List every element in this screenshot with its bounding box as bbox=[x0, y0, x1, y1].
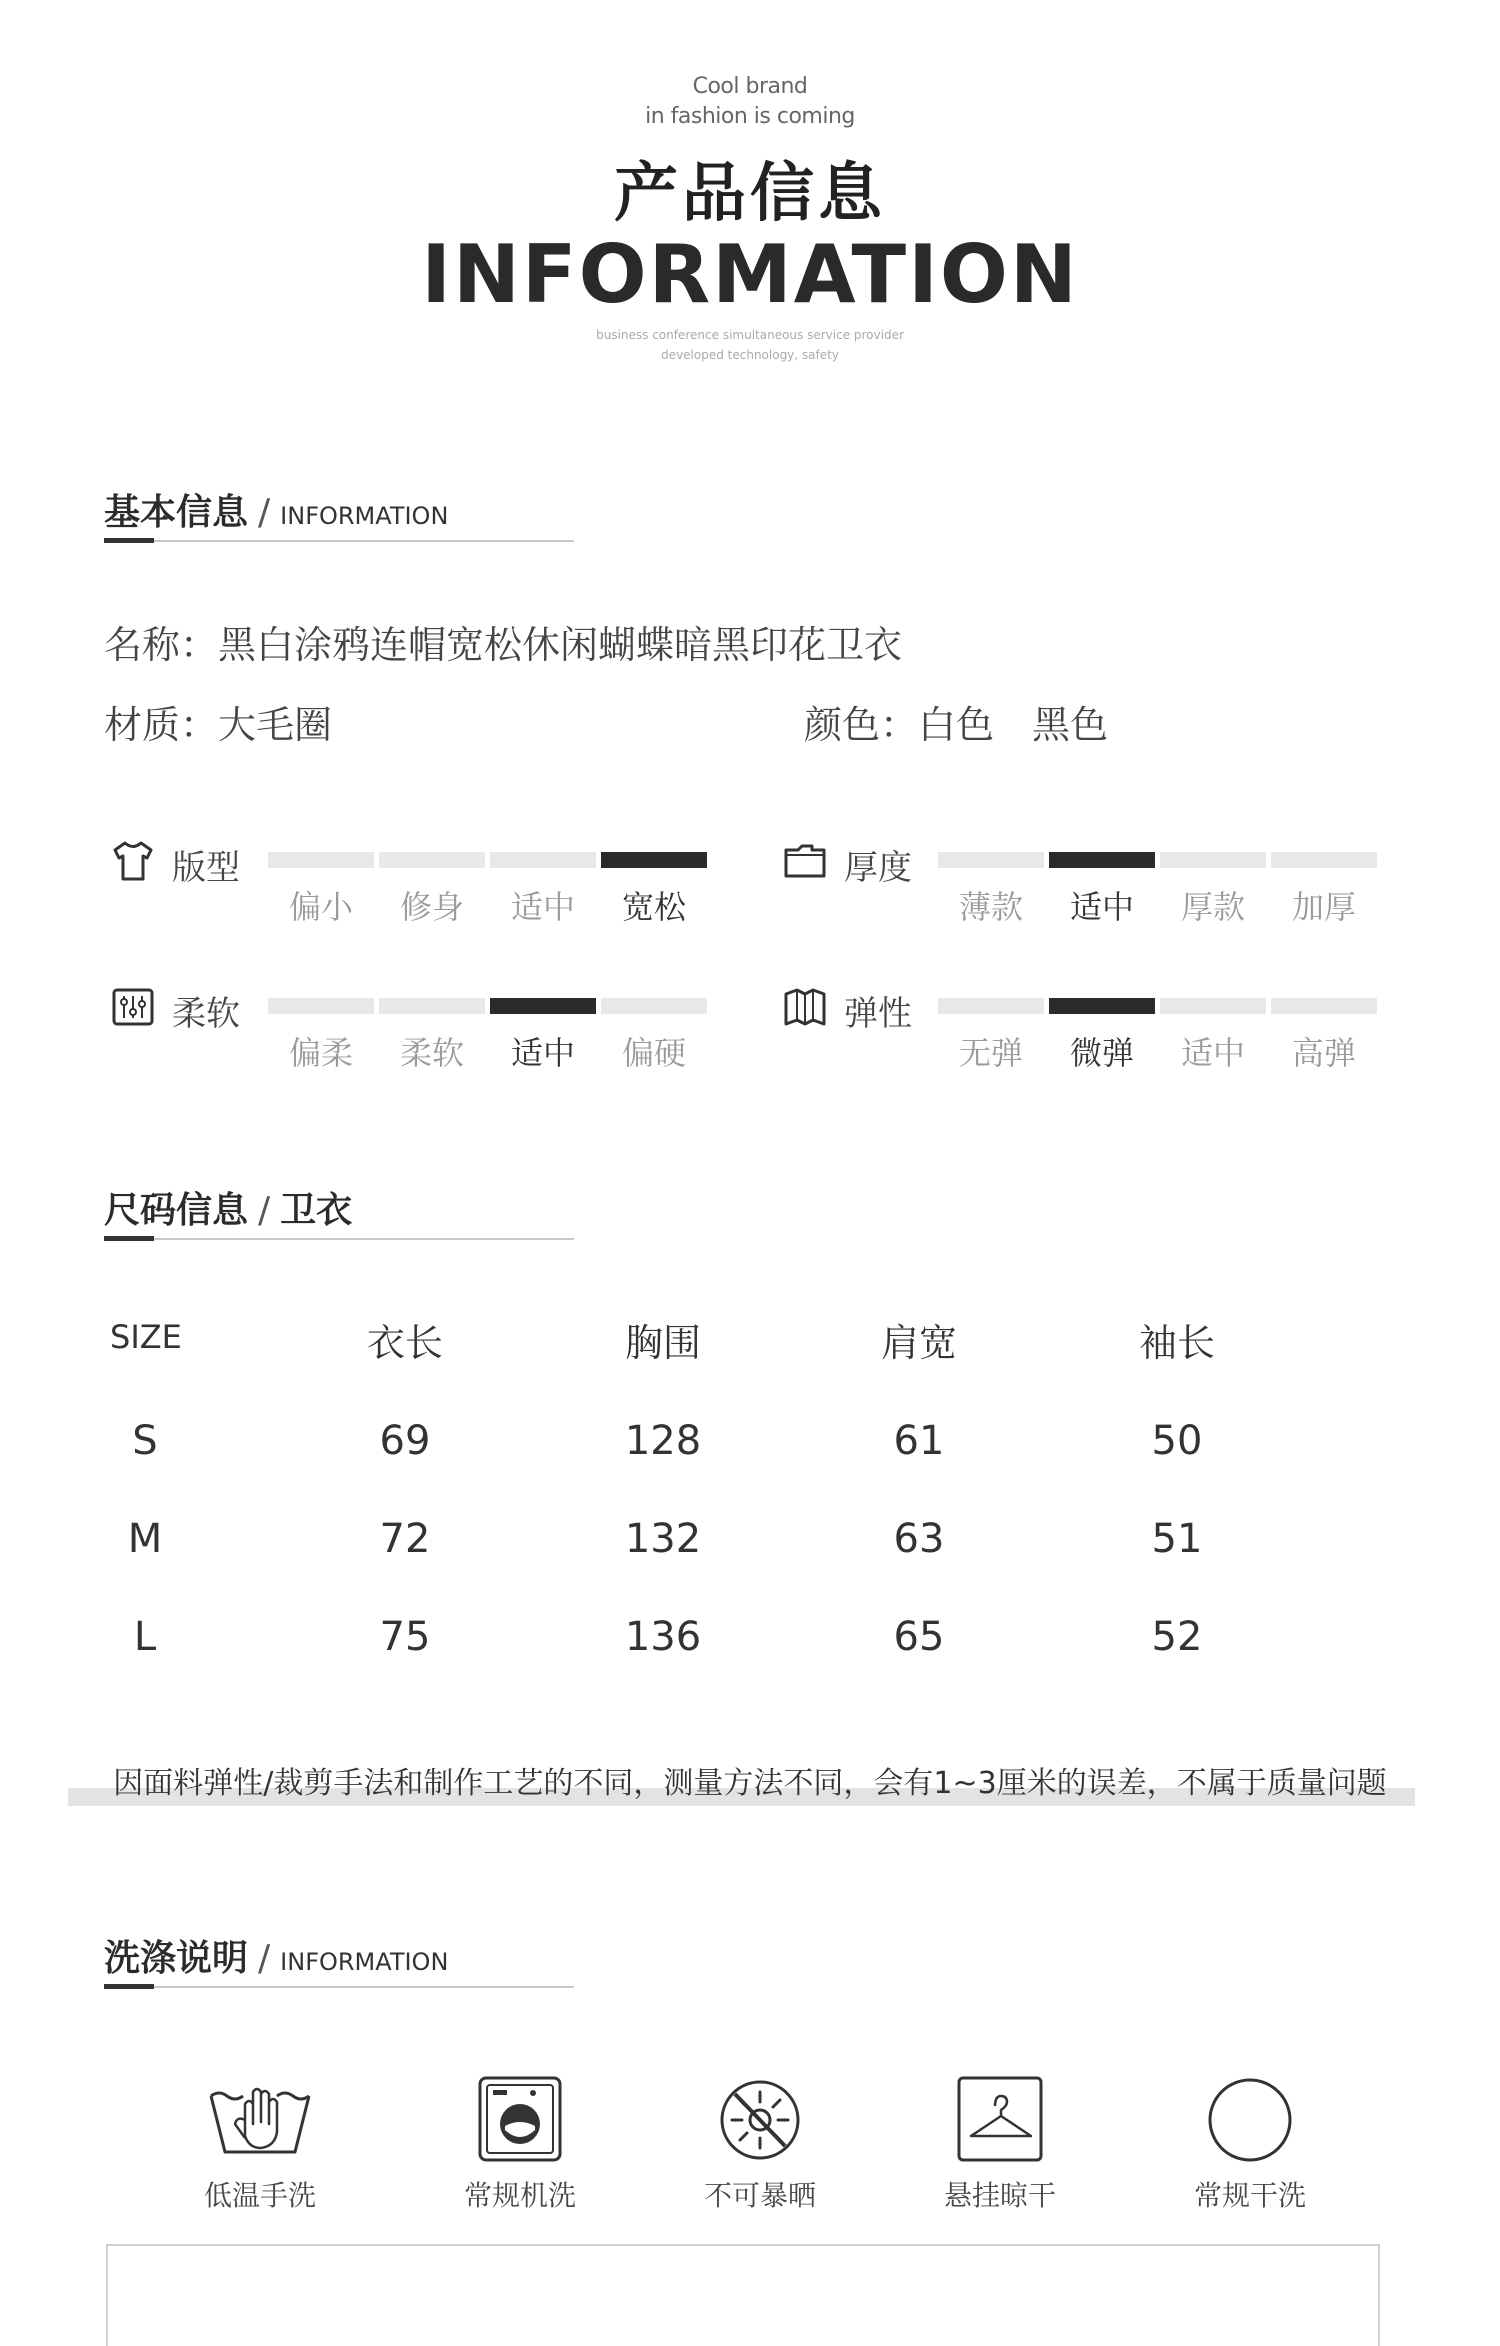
table-cell: 136 bbox=[624, 1614, 702, 1660]
bottom-content-frame bbox=[106, 2244, 1380, 2346]
section-accent bbox=[104, 538, 154, 543]
brand-line-1: Cool brand bbox=[692, 74, 808, 99]
softness-icon bbox=[110, 984, 156, 1030]
rating-option: 柔软 bbox=[399, 1034, 464, 1072]
rating-segment bbox=[379, 852, 485, 868]
dry-clean-icon bbox=[1195, 2074, 1305, 2164]
rating-segment bbox=[601, 998, 707, 1014]
measurement-notice: 因面料弹性/裁剪手法和制作工艺的不同，测量方法不同，会有1~3厘米的误差，不属于质量问题 bbox=[113, 1766, 1387, 1801]
rating-option-selected: 微弹 bbox=[1069, 1034, 1134, 1072]
table-cell: M bbox=[127, 1516, 163, 1562]
wash-heading-en: INFORMATION bbox=[280, 1948, 449, 1976]
rating-label-fit: 版型 bbox=[172, 848, 240, 888]
rating-label-thickness: 厚度 bbox=[844, 848, 912, 888]
rating-segment bbox=[1271, 998, 1377, 1014]
rating-segment bbox=[1271, 852, 1377, 868]
wash-item-dry-clean bbox=[1170, 2074, 1330, 2214]
wash-info-heading bbox=[104, 1930, 448, 1981]
section-divider bbox=[104, 1986, 574, 1988]
rating-segment bbox=[1160, 852, 1266, 868]
wash-item-no-sun bbox=[680, 2074, 840, 2214]
table-row bbox=[0, 1614, 1500, 1674]
machine-wash-icon bbox=[465, 2074, 575, 2164]
rating-option-selected: 适中 bbox=[510, 1034, 575, 1072]
rating-option: 厚款 bbox=[1180, 888, 1245, 926]
rating-option: 偏小 bbox=[288, 888, 353, 926]
brand-line-2: in fashion is coming bbox=[645, 104, 855, 129]
heading-slash: / bbox=[258, 492, 271, 533]
rating-option-selected: 宽松 bbox=[621, 888, 686, 926]
rating-segment-selected bbox=[490, 998, 596, 1014]
wash-label: 悬挂晾干 bbox=[943, 2179, 1056, 2212]
rating-segment-selected bbox=[1049, 998, 1155, 1014]
table-cell: 128 bbox=[624, 1418, 702, 1464]
wash-heading-cn: 洗涤说明 bbox=[104, 1938, 249, 1979]
page-title-en: INFORMATION bbox=[421, 228, 1079, 321]
hand-wash-icon bbox=[205, 2074, 315, 2164]
size-heading-sub: 卫衣 bbox=[280, 1190, 353, 1231]
table-header-sleeve: 袖长 bbox=[1138, 1321, 1215, 1365]
rating-option: 适中 bbox=[1180, 1034, 1245, 1072]
table-cell: 63 bbox=[893, 1516, 945, 1562]
wash-item-machine-wash bbox=[440, 2074, 600, 2214]
product-name: 名称：黑白涂鸦连帽宽松休闲蝴蝶暗黑印花卫衣 bbox=[104, 623, 903, 667]
section-accent bbox=[104, 1984, 154, 1989]
table-cell: 132 bbox=[624, 1516, 702, 1562]
rating-segment-selected bbox=[601, 852, 707, 868]
size-info-heading bbox=[104, 1182, 352, 1233]
rating-option: 偏硬 bbox=[621, 1034, 686, 1072]
table-header-shoulder: 肩宽 bbox=[880, 1321, 957, 1365]
rating-segment bbox=[938, 998, 1044, 1014]
folder-icon bbox=[782, 838, 828, 884]
product-color: 颜色：白色 黑色 bbox=[804, 703, 1109, 747]
rating-option: 高弹 bbox=[1291, 1034, 1356, 1072]
table-cell: L bbox=[133, 1614, 157, 1660]
table-header-chest: 胸围 bbox=[624, 1321, 701, 1365]
table-row bbox=[0, 1516, 1500, 1576]
wash-label: 常规干洗 bbox=[1193, 2179, 1306, 2212]
wash-item-hand-wash bbox=[180, 2074, 340, 2214]
table-cell: 50 bbox=[1151, 1418, 1203, 1464]
table-header-size: SIZE bbox=[110, 1318, 182, 1356]
table-cell: 61 bbox=[893, 1418, 945, 1464]
tagline-2: developed technology, safety bbox=[661, 348, 839, 362]
basic-heading-en: INFORMATION bbox=[280, 502, 449, 530]
table-cell: S bbox=[132, 1418, 158, 1464]
rating-segment bbox=[268, 998, 374, 1014]
rating-option-selected: 适中 bbox=[1069, 888, 1134, 926]
tagline-1: business conference simultaneous service provider bbox=[596, 328, 904, 342]
rating-option: 薄款 bbox=[958, 888, 1023, 926]
rating-segment bbox=[490, 852, 596, 868]
rating-option: 加厚 bbox=[1291, 888, 1356, 926]
rating-label-softness: 柔软 bbox=[172, 994, 240, 1034]
rating-segment bbox=[1160, 998, 1266, 1014]
rating-segment bbox=[938, 852, 1044, 868]
rating-segment bbox=[379, 998, 485, 1014]
heading-slash: / bbox=[258, 1938, 271, 1979]
section-divider bbox=[104, 1238, 574, 1240]
table-cell: 51 bbox=[1151, 1516, 1203, 1562]
rating-option: 适中 bbox=[510, 888, 575, 926]
page-title-cn: 产品信息 bbox=[614, 157, 886, 231]
table-cell: 65 bbox=[893, 1614, 945, 1660]
section-divider bbox=[104, 540, 574, 542]
stretch-icon bbox=[782, 984, 828, 1030]
rating-option: 修身 bbox=[399, 888, 464, 926]
no-sun-icon bbox=[705, 2074, 815, 2164]
table-cell: 75 bbox=[379, 1614, 431, 1660]
section-accent bbox=[104, 1236, 154, 1241]
basic-info-heading bbox=[104, 484, 448, 535]
hang-dry-icon bbox=[945, 2074, 1055, 2164]
wash-label: 低温手洗 bbox=[203, 2179, 316, 2212]
rating-label-elasticity: 弹性 bbox=[844, 994, 912, 1034]
tshirt-icon bbox=[110, 838, 156, 884]
wash-label: 常规机洗 bbox=[463, 2179, 576, 2212]
basic-heading-cn: 基本信息 bbox=[104, 492, 249, 533]
wash-item-hang-dry bbox=[920, 2074, 1080, 2214]
product-material: 材质：大毛圈 bbox=[104, 703, 333, 747]
rating-segment-selected bbox=[1049, 852, 1155, 868]
wash-label: 不可暴晒 bbox=[703, 2179, 816, 2212]
rating-option: 偏柔 bbox=[288, 1034, 353, 1072]
table-cell: 52 bbox=[1151, 1614, 1203, 1660]
rating-option: 无弹 bbox=[958, 1034, 1023, 1072]
table-cell: 69 bbox=[379, 1418, 431, 1464]
table-header-length: 衣长 bbox=[366, 1321, 443, 1365]
rating-segment bbox=[268, 852, 374, 868]
table-cell: 72 bbox=[379, 1516, 431, 1562]
table-row bbox=[0, 1418, 1500, 1478]
size-heading-cn: 尺码信息 bbox=[104, 1190, 249, 1231]
heading-slash: / bbox=[258, 1190, 271, 1231]
